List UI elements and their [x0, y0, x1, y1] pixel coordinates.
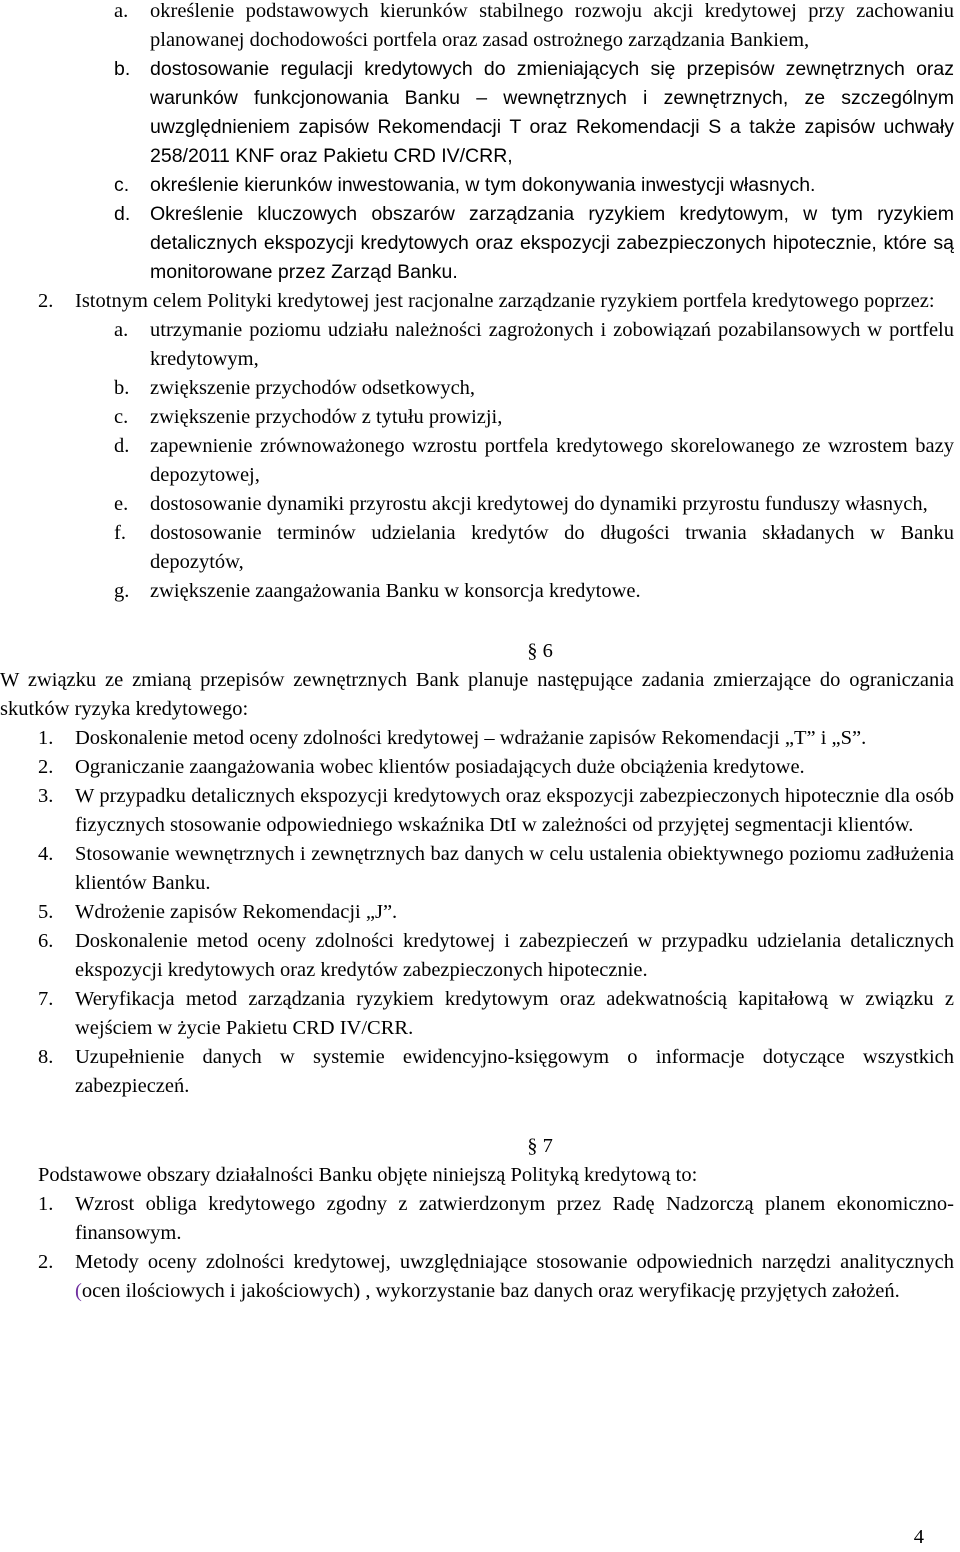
- list-item-label: b.: [114, 377, 130, 399]
- list-item-label: c.: [114, 174, 130, 196]
- list-item-label: 5.: [38, 901, 54, 923]
- point-2: [0, 287, 960, 316]
- list-item-label: 2.: [38, 756, 54, 778]
- list-item-text: Stosowanie wewnętrznych i zewnętrznych baz danych w celu ustalenia obiektywnego poziomu zadłużenia klientów Banku.: [75, 843, 954, 894]
- list-item-text: Doskonalenie metod oceny zdolności kredytowej i zabezpieczeń w przypadku udzielania detalicznych ekspozycji kredytowych oraz kredytów zabezpieczonych hipotecznie.: [75, 930, 954, 981]
- list-item-text-before: Metody oceny zdolności kredytowej, uwzględniające stosowanie odpowiednich narzędzi analitycznych: [75, 1251, 954, 1273]
- list-item-7: [0, 985, 960, 1043]
- list-item-a: [0, 316, 960, 374]
- list-item-label: 3.: [38, 785, 54, 807]
- list-item-c: [0, 403, 960, 432]
- list-item-c: [0, 171, 960, 200]
- list-item-text: dostosowanie regulacji kredytowych do zmieniających się przepisów zewnętrznych oraz warunków funkcjonowania Banku – wewnętrznych i zewnętrznych, ze szczególnym uwzględnieniem zapisów Rekomendacji T oraz Rekomendacji S a także zapisów uchwały 258/2011 KNF oraz Pakietu CRD IV/CRR,: [150, 58, 954, 167]
- list-item-label: 2.: [38, 1251, 54, 1273]
- point-text: Istotnym celem Polityki kredytowej jest racjonalne zarządzanie ryzykiem portfela kredytowego poprzez:: [75, 290, 935, 312]
- list-item-label: f.: [114, 522, 126, 544]
- list-item-8: [0, 1043, 960, 1101]
- list-item-text: zwiększenie przychodów odsetkowych,: [150, 377, 476, 399]
- list-item-a: [0, 0, 960, 55]
- list-item-text: dostosowanie dynamiki przyrostu akcji kredytowej do dynamiki przyrostu funduszy własnych,: [150, 493, 928, 515]
- list-item-text: Wdrożenie zapisów Rekomendacji „J”.: [75, 901, 398, 923]
- list-section-a: [0, 0, 960, 287]
- list-item-b: [0, 55, 960, 171]
- list-item-text: określenie kierunków inwestowania, w tym dokonywania inwestycji własnych.: [150, 174, 816, 196]
- section-6-intro: W związku ze zmianą przepisów zewnętrznych Bank planuje następujące zadania zmierzające do ograniczania skutków ryzyka kredytowego:: [0, 669, 954, 720]
- list-item-text-after: ocen ilościowych i jakościowych) , wykorzystanie baz danych oraz weryfikację przyjętych założeń.: [81, 1280, 900, 1302]
- list-item-d: [0, 200, 960, 287]
- list-item-label: a.: [114, 319, 129, 341]
- list-item-label: d.: [114, 203, 131, 225]
- list-item-g: [0, 577, 960, 606]
- list-item-text: Wzrost obliga kredytowego zgodny z zatwierdzonym przez Radę Nadzorczą planem ekonomiczno-finansowym.: [75, 1193, 954, 1244]
- list-item-f: [0, 519, 960, 577]
- list-item-label: 1.: [38, 727, 54, 749]
- list-item-label: 6.: [38, 930, 54, 952]
- list-item-b: [0, 374, 960, 403]
- list-item-label: e.: [114, 493, 129, 515]
- list-item-5: [0, 898, 960, 927]
- list-item-text: zwiększenie zaangażowania Banku w konsorcja kredytowe.: [150, 580, 641, 602]
- list-item-text: W przypadku detalicznych ekspozycji kredytowych oraz ekspozycji zabezpieczonych hipotecznie dla osób fizycznych stosowanie odpowiedniego wskaźnika DtI w zależności od przyjętej segmentacji klientów.: [75, 785, 954, 836]
- list-item-d: [0, 432, 960, 490]
- list-item-text: Doskonalenie metod oceny zdolności kredytowej – wdrażanie zapisów Rekomendacji „T” i „S”.: [75, 727, 867, 749]
- list-item-e: [0, 490, 960, 519]
- list-item-text: utrzymanie poziomu udziału należności zagrożonych i zobowiązań pozabilansowych w portfelu kredytowym,: [150, 319, 954, 370]
- list-item-4: [0, 840, 960, 898]
- list-item-2: [0, 1248, 960, 1306]
- page-number: 4: [913, 1526, 924, 1548]
- point-label: 2.: [38, 290, 54, 312]
- list-item-text: zapewnienie zrównoważonego wzrostu portfela kredytowego skorelowanego ze wzrostem bazy depozytowej,: [150, 435, 954, 486]
- list-item-label: 8.: [38, 1046, 54, 1068]
- list-item-text: dostosowanie terminów udzielania kredytów do długości trwania składanych w Banku depozytów,: [150, 522, 954, 573]
- list-item-text-paren: (: [75, 1280, 82, 1302]
- point-2-list: [0, 316, 960, 606]
- section-7-intro: Podstawowe obszary działalności Banku objęte niniejszą Polityką kredytową to:: [38, 1164, 698, 1186]
- section-7-heading: § 7: [527, 1135, 553, 1157]
- list-item-label: g.: [114, 580, 130, 602]
- list-item-text: zwiększenie przychodów z tytułu prowizji,: [150, 406, 503, 428]
- list-item-label: d.: [114, 435, 130, 457]
- list-item-label: a.: [114, 0, 129, 22]
- list-item-text: Ograniczanie zaangażowania wobec klientów posiadających duże obciążenia kredytowe.: [75, 756, 805, 778]
- section-7-list: [0, 1190, 960, 1306]
- list-item-3: [0, 782, 960, 840]
- list-item-label: 4.: [38, 843, 54, 865]
- list-item-2: [0, 753, 960, 782]
- list-item-text: Weryfikacja metod zarządzania ryzykiem kredytowym oraz adekwatnością kapitałową w związku z wejściem w życie Pakietu CRD IV/CRR.: [75, 988, 954, 1039]
- list-item-6: [0, 927, 960, 985]
- list-item-text: określenie podstawowych kierunków stabilnego rozwoju akcji kredytowej przy zachowaniu planowanej dochodowości portfela oraz zasad ostrożnego zarządzania Bankiem,: [150, 0, 954, 51]
- list-item-1: [0, 724, 960, 753]
- list-item-label: b.: [114, 58, 131, 80]
- list-item-text: Uzupełnienie danych w systemie ewidencyjno-księgowym o informacje dotyczące wszystkich zabezpieczeń.: [75, 1046, 954, 1097]
- section-6-list: [0, 724, 960, 1101]
- list-item-label: 7.: [38, 988, 54, 1010]
- list-item-label: 1.: [38, 1193, 54, 1215]
- list-item-1: [0, 1190, 960, 1248]
- list-item-text: Określenie kluczowych obszarów zarządzania ryzykiem kredytowym, w tym ryzykiem detalicznych ekspozycji kredytowych oraz ekspozycji zabezpieczonych hipotecznie, które są monitorowane przez Zarząd Banku.: [150, 203, 954, 283]
- list-item-label: c.: [114, 406, 129, 428]
- section-6-heading: § 6: [527, 640, 553, 662]
